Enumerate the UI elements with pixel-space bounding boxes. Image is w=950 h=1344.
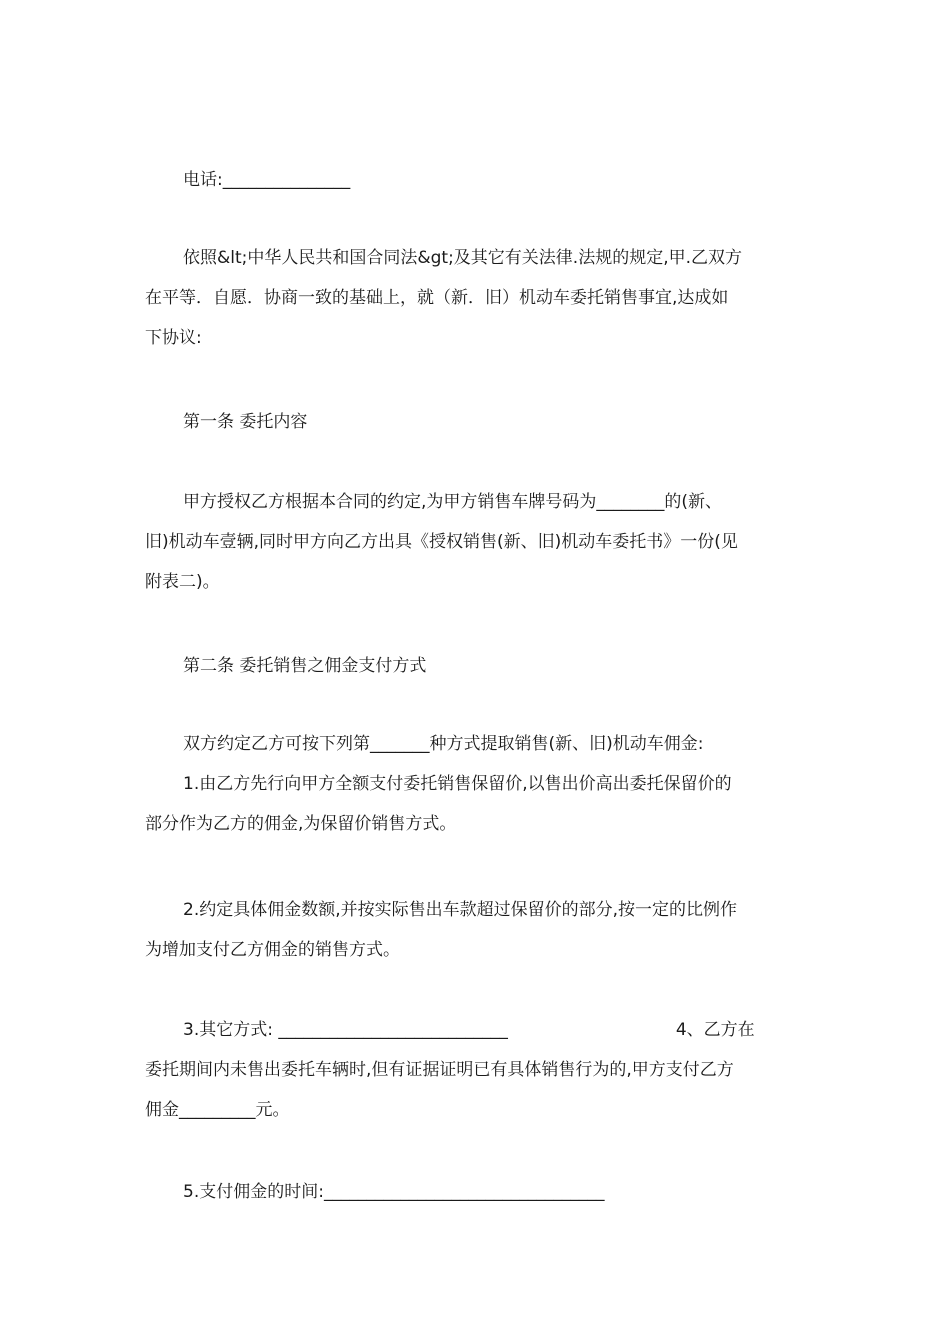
- phone-text: 电话:_______________: [183, 170, 351, 190]
- article-2-intro: [145, 724, 805, 844]
- item-3-line-1: [145, 1010, 805, 1050]
- item-2-line-2: 为增加支付乙方佣金的销售方式。: [145, 940, 400, 960]
- article-1-line-2: 旧)机动车壹辆,同时甲方向乙方出具《授权销售(新、旧)机动车委托书》一份(见: [145, 532, 738, 552]
- intro-paragraph: [145, 238, 805, 358]
- item-4-start: 4、乙方在: [675, 1020, 755, 1040]
- intro-line-1: 依照&lt;中华人民共和国合同法&gt;及其它有关法律.法规的规定,甲.乙双方: [183, 248, 743, 268]
- article-2-intro-text: 双方约定乙方可按下列第_______种方式提取销售(新、旧)机动车佣金:: [183, 734, 704, 754]
- article-2-heading: [145, 646, 805, 686]
- item-1-line-1: 1.由乙方先行向甲方全额支付委托销售保留价,以售出价高出委托保留价的: [183, 774, 732, 794]
- item-2-line-1: 2.约定具体佣金数额,并按实际售出车款超过保留价的部分,按一定的比例作: [183, 900, 738, 920]
- article-2-heading-text: 第二条 委托销售之佣金支付方式: [183, 656, 427, 676]
- article-1-heading: [145, 402, 805, 442]
- article-1-heading-text: 第一条 委托内容: [183, 412, 308, 432]
- item-3-other-method: 3.其它方式: ___________________________: [183, 1020, 508, 1040]
- item-1-line-2: 部分作为乙方的佣金,为保留价销售方式。: [145, 814, 457, 834]
- item-5-paragraph: [145, 1172, 805, 1212]
- intro-line-3: 下协议:: [145, 328, 202, 348]
- article-1-line-1: 甲方授权乙方根据本合同的约定,为甲方销售车牌号码为________的(新、: [183, 492, 723, 512]
- phone-line: [145, 160, 805, 200]
- item-4-line-3: 佣金_________元。: [145, 1100, 290, 1120]
- article-1-paragraph: [145, 482, 805, 602]
- article-1-line-3: 附表二)。: [145, 572, 220, 592]
- item-3-paragraph: [145, 1010, 805, 1130]
- item-2-paragraph: [145, 890, 805, 970]
- item-5-text: 5.支付佣金的时间:_________________________________: [183, 1182, 605, 1202]
- intro-line-2: 在平等．自愿．协商一致的基础上，就（新．旧）机动车委托销售事宜,达成如: [145, 288, 729, 308]
- item-4-line-2: 委托期间内未售出委托车辆时,但有证据证明已有具体销售行为的,甲方支付乙方: [145, 1060, 734, 1080]
